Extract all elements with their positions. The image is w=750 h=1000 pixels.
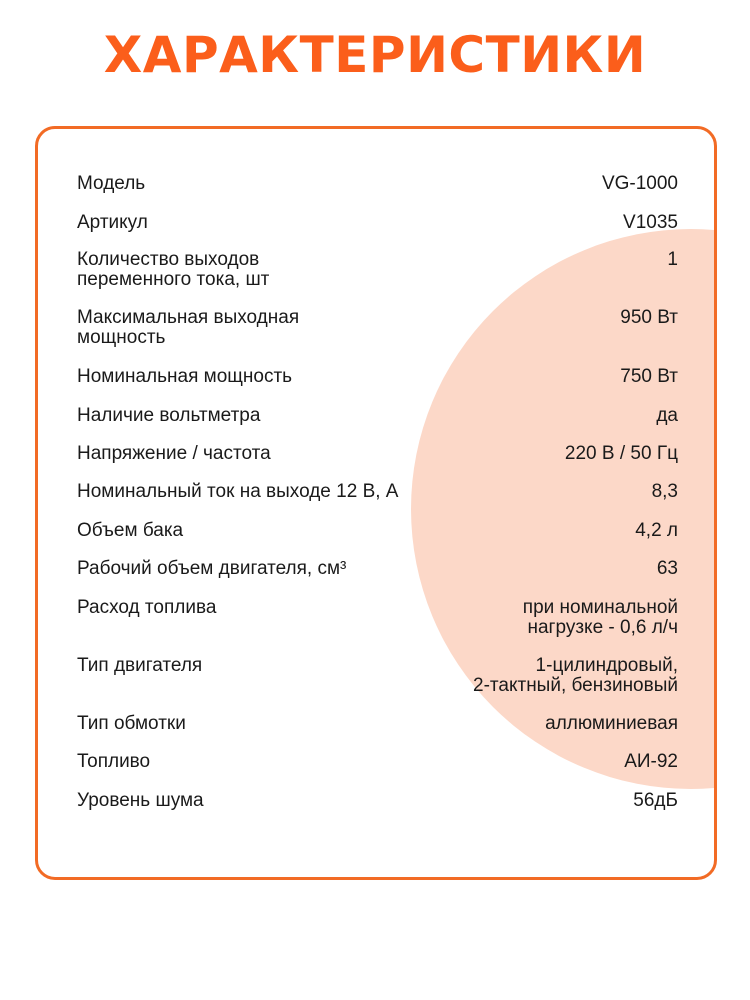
spec-value: 1 xyxy=(667,249,678,270)
spec-value: при номинальной нагрузке - 0,6 л/ч xyxy=(522,597,678,638)
spec-label: Уровень шума xyxy=(77,790,204,811)
spec-row-fuel-consumption xyxy=(77,598,678,638)
spec-value: 950 Вт xyxy=(620,307,678,328)
spec-value: 56дБ xyxy=(633,790,678,811)
spec-label: Номинальная мощность xyxy=(77,366,293,387)
spec-label: Расход топлива xyxy=(77,597,217,618)
spec-label: Тип двигателя xyxy=(77,655,203,676)
spec-label: Количество выходов переменного тока, шт xyxy=(77,249,270,290)
spec-row-voltage xyxy=(77,444,678,464)
spec-label: Максимальная выходная мощность xyxy=(77,307,300,348)
spec-label: Объем бака xyxy=(77,520,184,541)
spec-value: 750 Вт xyxy=(620,366,678,387)
spec-value: 220 В / 50 Гц xyxy=(564,443,678,464)
spec-row-voltmeter xyxy=(77,406,678,426)
spec-value: V1035 xyxy=(623,212,678,233)
spec-row-winding xyxy=(77,714,678,734)
spec-value: да xyxy=(656,405,678,426)
spec-label: Рабочий объем двигателя, см³ xyxy=(77,558,347,579)
spec-row-noise xyxy=(77,791,678,811)
spec-value: 63 xyxy=(656,558,678,579)
spec-row-tank xyxy=(77,521,678,541)
spec-label: Топливо xyxy=(77,751,151,772)
spec-value: VG-1000 xyxy=(601,173,678,194)
spec-label: Номинальный ток на выходе 12 В, А xyxy=(77,481,399,502)
spec-label: Наличие вольтметра xyxy=(77,405,261,426)
spec-row-max-power xyxy=(77,308,678,348)
spec-value: АИ-92 xyxy=(624,751,678,772)
spec-label: Артикул xyxy=(77,212,148,233)
spec-row-nominal-power xyxy=(77,367,678,387)
specs-card xyxy=(35,126,717,880)
spec-row-engine-type xyxy=(77,656,678,696)
page-title: ХАРАКТЕРИСТИКИ xyxy=(103,26,647,84)
spec-row-current xyxy=(77,482,678,502)
spec-label: Модель xyxy=(77,173,146,194)
spec-label: Тип обмотки xyxy=(77,713,186,734)
spec-row-model xyxy=(77,174,678,194)
spec-row-outputs xyxy=(77,250,678,290)
spec-row-article xyxy=(77,213,678,233)
spec-value: 8,3 xyxy=(651,481,678,502)
spec-value: аллюминиевая xyxy=(545,713,678,734)
spec-value: 4,2 л xyxy=(635,520,678,541)
spec-row-fuel xyxy=(77,752,678,772)
spec-value: 1-цилиндровый, 2-тактный, бензиновый xyxy=(473,655,678,696)
spec-label: Напряжение / частота xyxy=(77,443,271,464)
spec-row-displacement xyxy=(77,559,678,579)
